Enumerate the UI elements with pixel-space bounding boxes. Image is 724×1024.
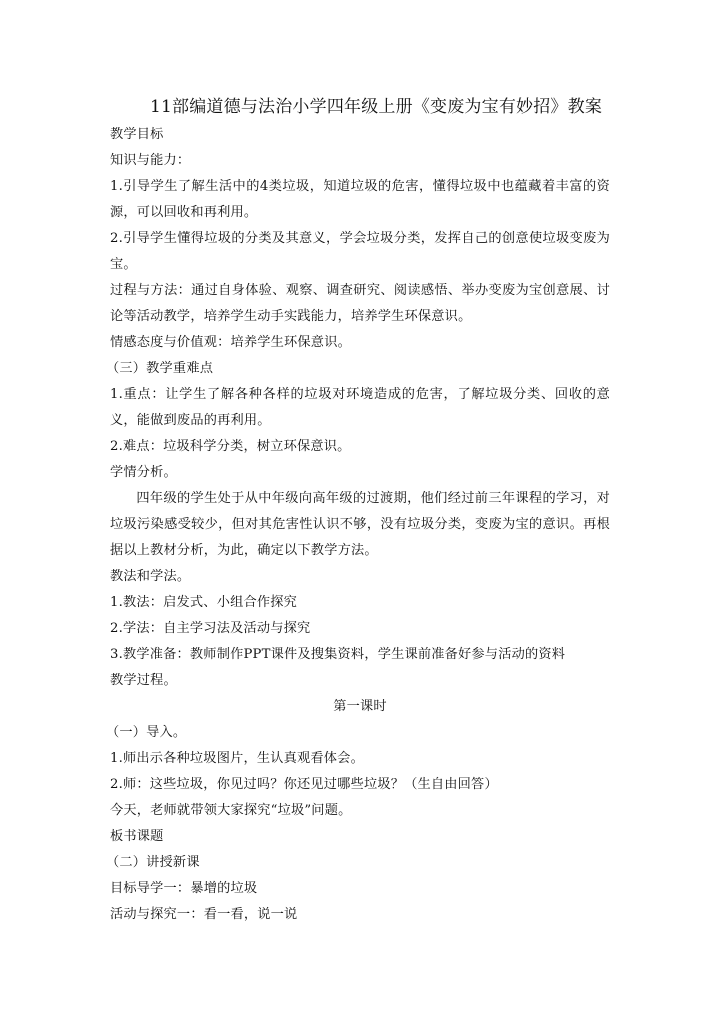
- heading-teaching-process: 教学过程。: [110, 673, 177, 688]
- heading-teaching-goals: 教学目标: [110, 127, 164, 142]
- teaching-preparation: 3.教学准备：教师制作PPT课件及搜集资料，学生课前准备好参与活动的资料: [110, 647, 566, 662]
- subheading-knowledge-ability: 知识与能力：: [110, 153, 191, 168]
- student-analysis-text: 四年级的学生处于从中年级向高年级的过渡期，他们经过前三年课程的学习，对垃圾污染感受较少，但对其危害性认识不够，没有垃圾分类，变废为宝的意识。再根据以上教材分析，为此，确定以下教学方法。: [110, 491, 610, 558]
- goal-item-2: 2.引导学生懂得垃圾的分类及其意义，学会垃圾分类，发挥自己的创意使垃圾变废为宝。: [110, 231, 610, 272]
- intro-step-1: 1.师出示各种垃圾图片，生认真观看体会。: [110, 751, 364, 766]
- heading-key-difficult-points: （三）教学重难点: [106, 361, 214, 376]
- difficult-point: 2.难点：垃圾科学分类，树立环保意识。: [110, 439, 351, 454]
- process-methods: 过程与方法：通过自身体验、观察、调查研究、阅读感悟、举办变废为宝创意展、讨论等活动教学，培养学生动手实践能力，培养学生环保意识。: [110, 283, 610, 324]
- activity-one: 活动与探究一：看一看，说一说: [110, 907, 298, 922]
- heading-student-analysis: 学情分析。: [110, 465, 177, 480]
- heading-methods: 教法和学法。: [110, 569, 191, 584]
- method-teaching: 1.教法：启发式、小组合作探究: [110, 595, 298, 610]
- board-title: 板书课题: [110, 829, 164, 844]
- intro-step-2: 2.师：这些垃圾，你见过吗？你还见过哪些垃圾？（生自由回答）: [110, 777, 498, 792]
- goal-guide-one: 目标导学一：暴增的垃圾: [110, 881, 258, 896]
- document-body: [106, 94, 610, 928]
- intro-today: 今天，老师就带领大家探究“垃圾”问题。: [110, 803, 352, 818]
- key-point: 1.重点：让学生了解各种各样的垃圾对环境造成的危害，了解垃圾分类、回收的意义，能做到废品的再利用。: [110, 387, 610, 428]
- method-learning: 2.学法：自主学习法及活动与探究: [110, 621, 311, 636]
- section-new-lesson: （二）讲授新课: [106, 855, 200, 870]
- document-title: 11部编道德与法治小学四年级上册《变废为宝有妙招》教案: [150, 97, 603, 117]
- lesson-one-heading: 第一课时: [333, 699, 387, 714]
- goal-item-1: 1.引导学生了解生活中的4类垃圾，知道垃圾的危害，懂得垃圾中也蕴藏着丰富的资源，可以回收和再利用。: [110, 179, 610, 220]
- attitude-values: 情感态度与价值观：培养学生环保意识。: [110, 335, 351, 350]
- section-introduction: （一）导入。: [106, 725, 187, 740]
